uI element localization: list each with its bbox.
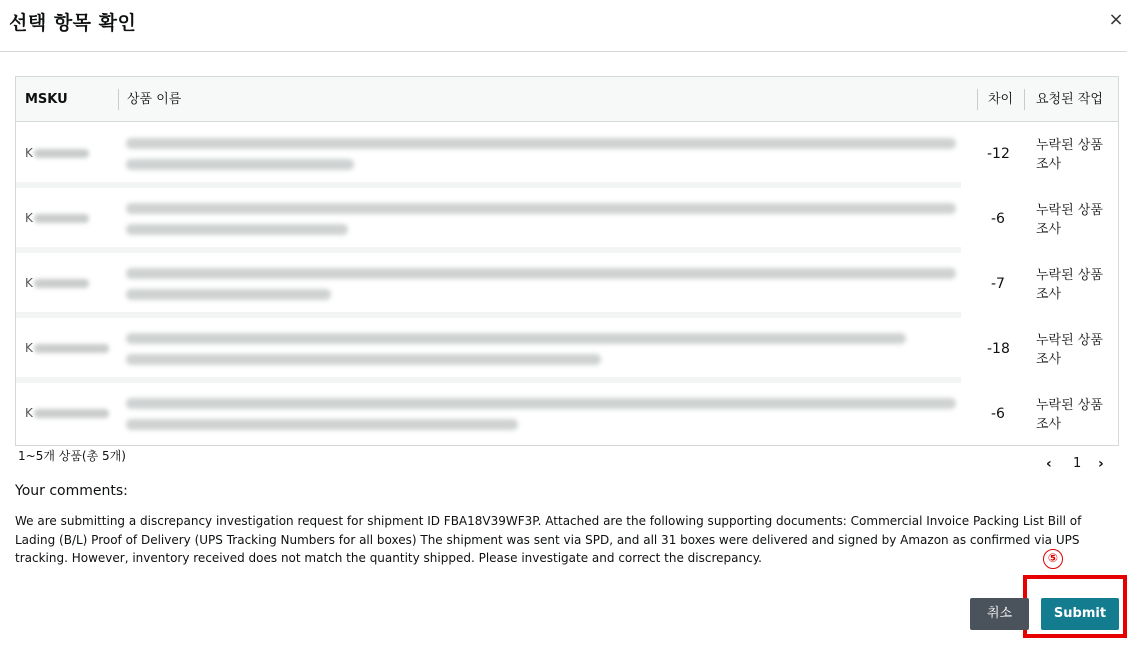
current-page-number[interactable]: 1 <box>1073 456 1082 471</box>
msku-cell <box>25 146 89 160</box>
redacted-sku <box>34 344 109 353</box>
difference-cell: -12 <box>987 146 1010 162</box>
comments-text: We are submitting a discrepancy investigation request for shipment ID FBA18V39WF3P. Attached are the following supporting documents: Commercial Invoice Packing List Bill of Lading (B/L) Proof of Delivery (UPS Tracking Numbers for all boxes) The shipment was sent via SPD, and all 31 boxes were delivered and signed by Amazon as confirmed via UPS tracking. However, inventory received does not match the quantity shipped. Please investigate and correct the discrepancy. <box>15 514 1082 565</box>
column-divider <box>1024 89 1025 110</box>
msku-value: K <box>25 146 33 160</box>
selected-items-table <box>15 76 1119 446</box>
redacted-sku <box>34 279 89 288</box>
table-row <box>16 318 1118 383</box>
chevron-right-icon[interactable]: › <box>1098 456 1104 472</box>
modal-title: 선택 항목 확인 <box>9 12 137 34</box>
column-header-difference[interactable]: 차이 <box>988 92 1014 107</box>
redacted-product-name <box>126 354 601 365</box>
column-divider <box>977 89 978 110</box>
msku-cell <box>25 211 89 225</box>
requested-action-cell: 누락된 상품 조사 <box>1036 268 1103 302</box>
redacted-product-name <box>126 138 956 149</box>
product-name-cell <box>126 203 966 245</box>
msku-value: K <box>25 211 33 225</box>
redacted-sku <box>34 149 89 158</box>
column-header-product-name[interactable]: 상품 이름 <box>127 92 182 107</box>
product-name-cell <box>126 398 966 440</box>
chevron-left-icon[interactable]: ‹ <box>1046 456 1052 472</box>
difference-cell: -7 <box>991 276 1005 292</box>
requested-action-cell: 누락된 상품 조사 <box>1036 398 1103 432</box>
table-row <box>16 123 1118 188</box>
product-name-cell <box>126 268 966 310</box>
redacted-product-name <box>126 398 956 409</box>
redacted-sku <box>34 214 89 223</box>
table-row <box>16 188 1118 253</box>
msku-cell <box>25 406 109 420</box>
pagination-summary: 1~5개 상품(총 5개) <box>18 449 126 463</box>
redacted-product-name <box>126 333 906 344</box>
msku-value: K <box>25 341 33 355</box>
step-marker: ⑤ <box>1043 549 1063 569</box>
msku-cell <box>25 276 89 290</box>
comments-label: Your comments: <box>15 483 128 499</box>
table-header <box>16 77 1118 122</box>
redacted-product-name <box>126 203 956 214</box>
redacted-product-name <box>126 159 354 170</box>
product-name-cell <box>126 333 966 375</box>
column-divider <box>118 89 119 110</box>
product-name-cell <box>126 138 966 180</box>
requested-action-cell: 누락된 상품 조사 <box>1036 333 1103 367</box>
msku-cell <box>25 341 109 355</box>
modal-header <box>0 0 1127 52</box>
redacted-sku <box>34 409 109 418</box>
difference-cell: -6 <box>991 406 1005 422</box>
requested-action-cell: 누락된 상품 조사 <box>1036 138 1103 172</box>
msku-value: K <box>25 406 33 420</box>
redacted-product-name <box>126 224 348 235</box>
table-row <box>16 253 1118 318</box>
column-header-requested-action[interactable]: 요청된 작업 <box>1036 92 1103 107</box>
requested-action-cell: 누락된 상품 조사 <box>1036 203 1103 237</box>
difference-cell: -6 <box>991 211 1005 227</box>
table-row <box>16 383 1118 448</box>
submit-button[interactable]: Submit <box>1041 598 1119 630</box>
cancel-button[interactable]: 취소 <box>970 598 1029 630</box>
column-header-msku[interactable]: MSKU <box>25 92 68 107</box>
close-icon[interactable]: × <box>1108 9 1124 30</box>
redacted-product-name <box>126 268 956 279</box>
msku-value: K <box>25 276 33 290</box>
difference-cell: -18 <box>987 341 1010 357</box>
redacted-product-name <box>126 419 518 430</box>
redacted-product-name <box>126 289 331 300</box>
